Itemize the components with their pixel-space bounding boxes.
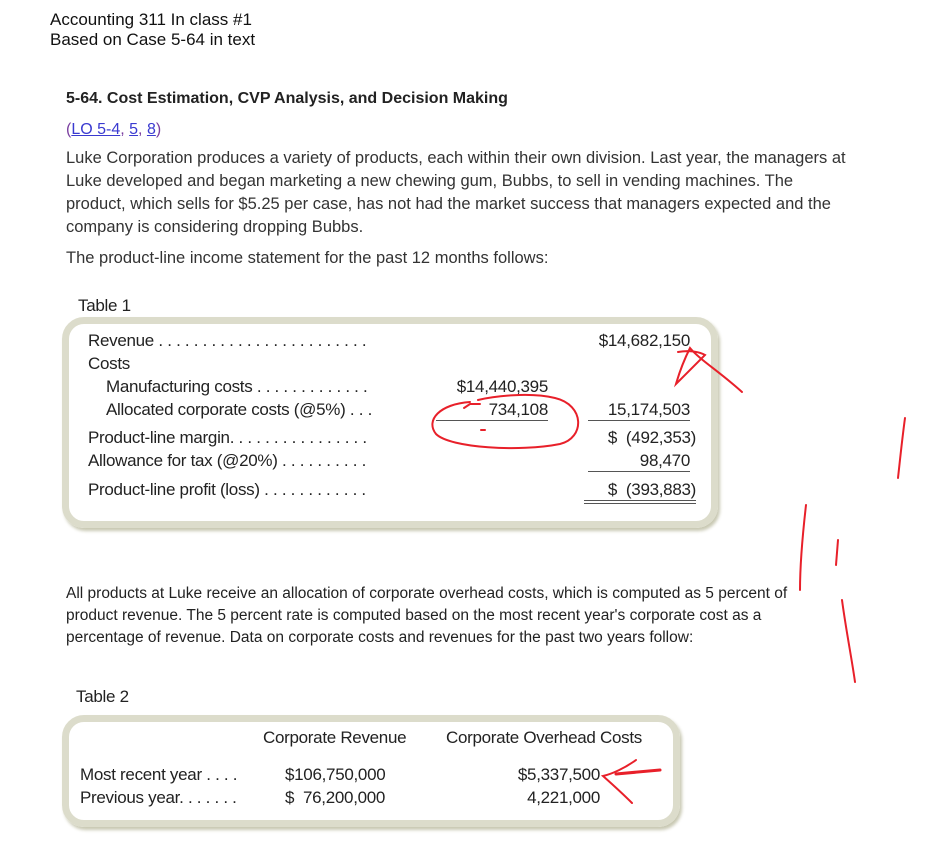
problem-paragraph-1: Luke Corporation produces a variety of products, each within their own division. Last year, the managers at Luke developed and began marketing a new chewing gum, Bubbs, to sell in vending machines. The product, which sells for $5.25 per case, has not had the market success that managers expected and the company is considering dropping Bubbs. [66, 149, 846, 236]
t2-label-recent: Most recent year . . . . [80, 765, 238, 784]
lo-sep: , [138, 121, 147, 138]
t1-label-margin: Product-line margin. . . . . . . . . . . . . . . . [88, 428, 367, 447]
header-line-2: Based on Case 5-64 in text [50, 30, 256, 49]
t1-right-tax: 98,470 [588, 451, 690, 472]
lo-paren: ) [155, 121, 162, 138]
lo-link-5[interactable]: 5 [129, 121, 139, 138]
t1-label-costs: Costs [88, 354, 130, 373]
problem-paragraph-2: The product-line income statement for the past 12 months follows: [66, 249, 549, 267]
t1-right-margin: $ (492,353) [607, 428, 696, 447]
t2-header-overhead: Corporate Overhead Costs [446, 728, 642, 747]
t2-revenue-recent: $106,750,000 [285, 765, 386, 784]
learning-objectives [66, 121, 161, 139]
t2-label-previous: Previous year. . . . . . . [80, 788, 237, 807]
t2-overhead-previous: 4,221,000 [527, 788, 600, 807]
t2-overhead-recent: $5,337,500 [517, 765, 600, 784]
table2-label: Table 2 [76, 687, 129, 706]
lo-sep: , [120, 121, 130, 138]
problem-title: 5-64. Cost Estimation, CVP Analysis, and Decision Making [66, 90, 508, 107]
lo-link-8[interactable]: 8 [146, 121, 156, 138]
problem-paragraph-3: All products at Luke receive an allocation of corporate overhead costs, which is computed as 5 percent of product revenue. The 5 percent rate is computed based on the most recent year's corporate cost as a percentage of revenue. Data on corporate costs and revenues for the past two years follow: [66, 585, 788, 646]
t1-mid-manufacturing: $14,440,395 [456, 377, 548, 396]
lo-paren: ( [66, 121, 72, 138]
line-annotation [842, 600, 855, 682]
line-annotation [836, 540, 838, 565]
t1-label-revenue: Revenue . . . . . . . . . . . . . . . . . . . . . . . . [88, 331, 367, 350]
t1-label-tax: Allowance for tax (@20%) . . . . . . . . . . [88, 451, 367, 470]
t1-right-total-costs: 15,174,503 [588, 400, 690, 421]
t1-label-profit: Product-line profit (loss) . . . . . . . . . . . . [88, 480, 366, 499]
table1-label: Table 1 [78, 296, 131, 315]
header-line-1: Accounting 311 In class #1 [50, 10, 252, 29]
t2-revenue-previous: $ 76,200,000 [285, 788, 386, 807]
line-annotation [800, 505, 806, 590]
t1-mid-allocated: 734,108 [436, 400, 548, 421]
lo-link-5-4[interactable]: LO 5-4 [71, 121, 121, 138]
t1-right-revenue: $14,682,150 [598, 331, 690, 350]
t1-right-profit: $ (393,883) [584, 480, 696, 504]
line-annotation [898, 418, 905, 478]
t1-label-allocated: Allocated corporate costs (@5%) . . . [106, 400, 372, 419]
t2-header-revenue: Corporate Revenue [263, 728, 407, 747]
t1-label-manufacturing: Manufacturing costs . . . . . . . . . . . . . [106, 377, 368, 396]
